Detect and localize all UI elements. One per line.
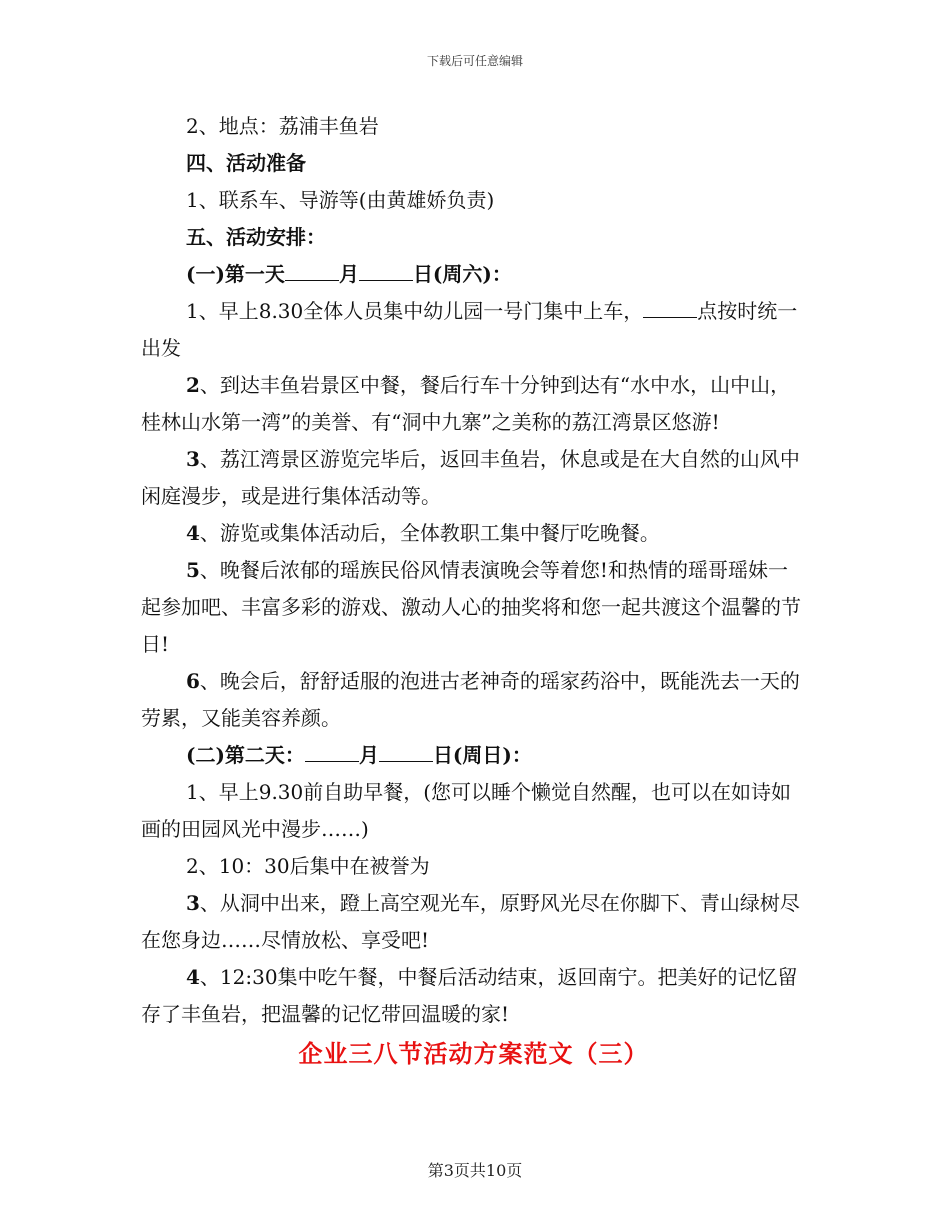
item-number: 5: [186, 558, 200, 582]
paragraph-contact: 1、联系车、导游等(由黄雄娇负责): [186, 188, 495, 212]
item-number: 6: [186, 669, 200, 693]
month-label: 月: [358, 743, 379, 767]
item-number: 2: [186, 373, 200, 397]
blank-time-line: [643, 299, 697, 318]
paragraph-day1-item2: [141, 367, 806, 441]
paragraph-day2-item2: 2、10：30后集中在被誉为: [186, 854, 430, 878]
item-number: 4: [186, 521, 200, 545]
item-number: 3: [186, 447, 200, 471]
day-two-label: (二)第二天：: [186, 743, 305, 767]
item-number: 3: [186, 891, 200, 915]
item-text: 、晚餐后浓郁的瑶族民俗风情表演晚会等着您!和热情的瑶哥瑶妹一起参加吧、丰富多彩的游戏、激动人心的抽奖将和您一起共渡这个温馨的节日!: [141, 558, 801, 656]
heading-day-two: [141, 737, 806, 774]
item-text: 、从洞中出来，蹬上高空观光车，原野风光尽在你脚下、青山绿树尽在您身边……尽情放松、享受吧!: [141, 891, 800, 952]
item-text: 、到达丰鱼岩景区中餐，餐后行车十分钟到达有“水中水，山中山，桂林山水第一湾”的美誉、有“洞中九寨”之美称的荔江湾景区悠游!: [141, 373, 791, 434]
month-label: 月: [338, 262, 359, 286]
paragraph-day2-item3: [141, 885, 806, 959]
page-header: 下载后可任意编辑: [426, 54, 523, 68]
day-one-label: (一)第一天: [186, 262, 285, 286]
blank-day-line: [359, 262, 413, 281]
day-weekday-label: 日(周六)：: [412, 262, 512, 286]
item1-text-a: 1、早上8.30全体人员集中幼儿园一号门集中上车，: [186, 299, 644, 323]
paragraph-day1-item1: [141, 293, 806, 367]
paragraph-location: 2、地点：荔浦丰鱼岩: [186, 114, 379, 138]
paragraph-day1-item3: [141, 441, 806, 515]
item-text: 、荔江湾景区游览完毕后，返回丰鱼岩，休息或是在大自然的山风中闲庭漫步，或是进行集体活动等。: [141, 447, 800, 508]
paragraph-day1-item6: [141, 663, 806, 737]
item-text: 、游览或集体活动后，全体教职工集中餐厅吃晚餐。: [199, 521, 660, 545]
paragraph-day2-item4: [141, 959, 806, 1033]
item-number: 4: [186, 965, 200, 989]
paragraph-day1-item4: [141, 515, 806, 552]
item-text: 、晚会后，舒舒适服的泡进古老神奇的瑶家药浴中，既能洗去一天的劳累，又能美容养颜。: [141, 669, 800, 730]
item1-text-b: 点按时统一出发: [141, 299, 798, 360]
item-text: 、12:30集中吃午餐，中餐后活动结束，返回南宁。把美好的记忆留存了丰鱼岩，把温馨的记忆带回温暖的家!: [141, 965, 798, 1026]
heading-activity-preparation: 四、活动准备: [186, 151, 306, 175]
page-footer: 第3页共10页: [427, 1161, 523, 1180]
heading-day-one: [141, 256, 806, 293]
paragraph-day1-item5: [141, 552, 806, 663]
document-body: [141, 108, 806, 1072]
blank-day-line: [379, 743, 433, 762]
blank-month-line: [305, 743, 359, 762]
blank-month-line: [285, 262, 339, 281]
heading-activity-schedule: 五、活动安排：: [186, 225, 326, 249]
day-weekday-label: 日(周日)：: [432, 743, 532, 767]
paragraph-day2-item1: 1、早上9.30前自助早餐，(您可以睡个懒觉自然醒，也可以在如诗如画的田园风光中漫步……): [141, 780, 792, 841]
section-title: 企业三八节活动方案范文（三）: [298, 1039, 649, 1068]
